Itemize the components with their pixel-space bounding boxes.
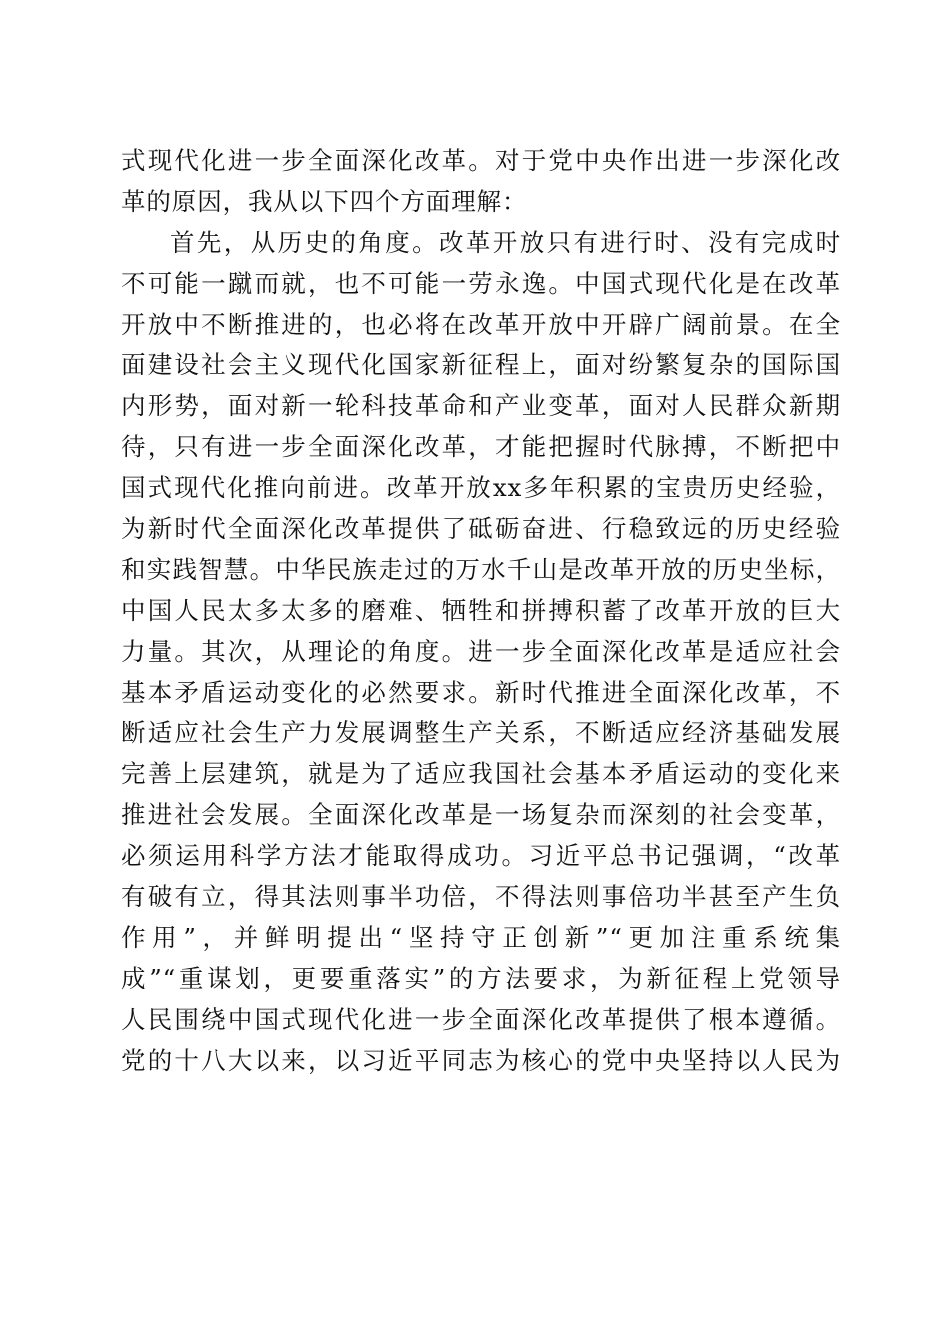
text-line: 待，只有进一步全面深化改革，才能把握时代脉搏，不断把中 xyxy=(121,432,841,462)
text-line: 党的十八大以来，以习近平同志为核心的党中央坚持以人民为 xyxy=(121,1045,841,1075)
text-line: 革的原因，我从以下四个方面理解： xyxy=(121,186,528,216)
text-line: 基本矛盾运动变化的必然要求。新时代推进全面深化改革，不 xyxy=(121,677,841,707)
text-line: 完善上层建筑，就是为了适应我国社会基本矛盾运动的变化来 xyxy=(121,759,841,789)
text-line: 内形势，面对新一轮科技革命和产业变革，面对人民群众新期 xyxy=(121,391,841,421)
text-line: 开放中不断推进的，也必将在改革开放中开辟广阔前景。在全 xyxy=(121,309,841,339)
text-line: 人民围绕中国式现代化进一步全面深化改革提供了根本遵循。 xyxy=(121,1004,841,1034)
text-line: 作用”，并鲜明提出“坚持守正创新”“更加注重系统集 xyxy=(121,922,841,952)
text-line: 断适应社会生产力发展调整生产关系，不断适应经济基础发展 xyxy=(121,718,841,748)
text-line: 中国人民太多太多的磨难、牺牲和拼搏积蓄了改革开放的巨大 xyxy=(121,595,841,625)
text-line: 国式现代化推向前进。改革开放xx多年积累的宝贵历史经验， xyxy=(121,473,841,503)
text-line: 力量。其次，从理论的角度。进一步全面深化改革是适应社会 xyxy=(121,636,841,666)
text-line: 成”“重谋划，更要重落实”的方法要求，为新征程上党领导 xyxy=(121,963,841,993)
text-line: 式现代化进一步全面深化改革。对于党中央作出进一步深化改 xyxy=(121,146,841,175)
text-line: 必须运用科学方法才能取得成功。习近平总书记强调，“改革 xyxy=(121,841,841,871)
body-text xyxy=(121,141,841,1081)
text-line: 面建设社会主义现代化国家新征程上，面对纷繁复杂的国际国 xyxy=(121,350,841,380)
text-line: 为新时代全面深化改革提供了砥砺奋进、行稳致远的历史经验 xyxy=(121,514,841,544)
text-line: 有破有立，得其法则事半功倍，不得法则事倍功半甚至产生负 xyxy=(121,882,841,912)
paragraph-first-line: 首先，从历史的角度。改革开放只有进行时、没有完成时 xyxy=(170,227,841,257)
text-line: 不可能一蹴而就，也不可能一劳永逸。中国式现代化是在改革 xyxy=(121,268,841,298)
text-line: 和实践智慧。中华民族走过的万水千山是改革开放的历史坐标， xyxy=(121,554,841,584)
text-line: 推进社会发展。全面深化改革是一场复杂而深刻的社会变革， xyxy=(121,800,841,830)
